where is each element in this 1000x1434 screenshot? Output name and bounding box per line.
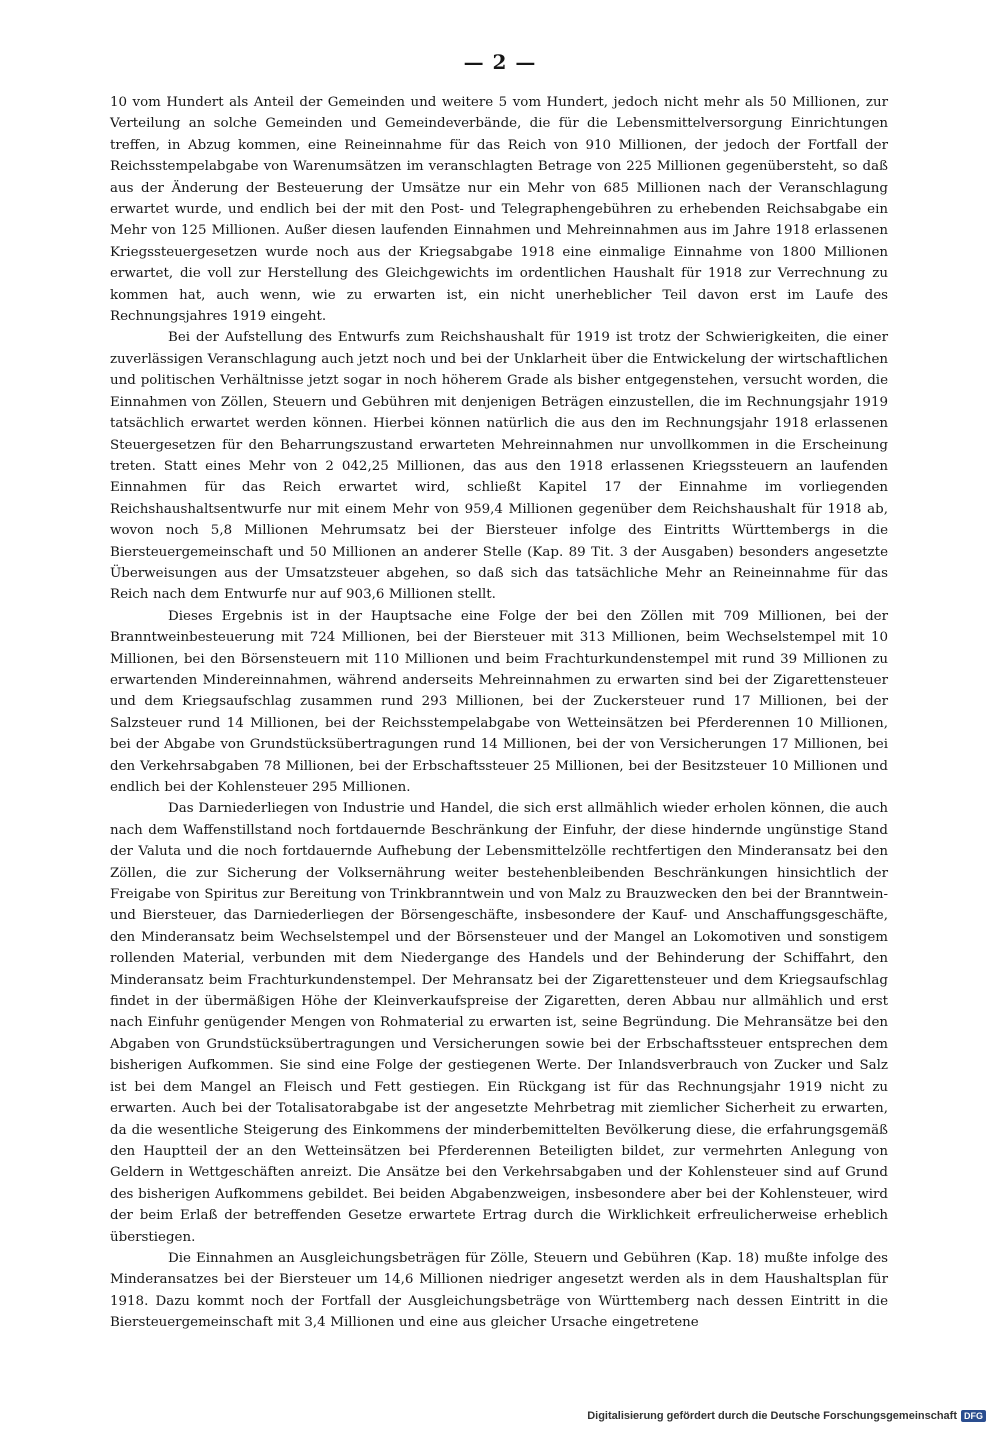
paragraph-5: Die Einnahmen an Ausgleichungsbeträgen für Zölle, Steuern und Gebühren (Kap. 18) mußte infolge des Minderansatzes bei der Biersteuer um 14,6 Millionen niedriger angesetzt werden als in dem Haushaltsplan für 1918. Dazu kommt noch der Fortfall der Ausgleichungsbeträge von Württemberg nach dessen Eintritt in die Biersteuergemeinschaft mit 3,4 Millionen und eine aus gleicher Ursache eingetretene — [110, 1250, 888, 1331]
paragraph-3: Dieses Ergebnis ist in der Hauptsache eine Folge der bei den Zöllen mit 709 Millionen, bei der Branntweinbesteuerung mit 724 Millionen, bei der Biersteuer mit 313 Millionen, beim Wechselstempel mit 10 Millionen, bei den Börsensteuern mit 110 Millionen und beim Frachturkundenstempel mit rund 39 Millionen zu erwartenden Mindereinnahmen, während anderseits Mehreinnahmen zu erwarten sind bei der Zigarettensteuer und dem Kriegsaufschlag zusammen rund 293 Millionen, bei der Zuckersteuer rund 17 Millionen, bei der Salzsteuer rund 14 Millionen, bei der Reichsstempelabgabe von Wetteinsätzen bei Pferderennen 10 Millionen, bei der Abgabe von Grundstücksübertragungen rund 14 Millionen, bei der von Versicherungen 17 Millionen, bei den Verkehrsabgaben 78 Millionen, bei der Erbschaftssteuer 25 Millionen, bei der Besitzsteuer 10 Millionen und endlich bei der Kohlensteuer 295 Millionen. — [110, 608, 888, 795]
document-body — [110, 92, 888, 1334]
page-number: — 2 — — [463, 50, 537, 74]
paragraph-2: Bei der Aufstellung des Entwurfs zum Reichshaushalt für 1919 ist trotz der Schwierigkeiten, die einer zuverlässigen Veranschlagung auch jetzt noch und bei der Unklarheit über die Entwickelung der wirtschaftlichen und politischen Verhältnisse jetzt sogar in noch höherem Grade als bisher entgegenstehen, versucht worden, die Einnahmen von Zöllen, Steuern und Gebühren mit denjenigen Beträgen einzustellen, die im Rechnungsjahr 1919 tatsächlich erwartet werden können. Hierbei können natürlich die aus den im Rechnungsjahr 1918 erlassenen Steuergesetzen für den Beharrungszustand erwarteten Mehreinnahmen nur unvollkommen in die Erscheinung treten. Statt eines Mehr von 2 042,25 Millionen, das aus den 1918 erlassenen Kriegssteuern an laufenden Einnahmen für das Reich erwartet wird, schließt Kapitel 17 der Einnahme im vorliegenden Reichshaushaltsentwurfe nur mit einem Mehr von 959,4 Millionen gegenüber dem Reichshaushalt für 1918 ab, wovon noch 5,8 Millionen Mehrumsatz bei der Biersteuer infolge des Eintritts Württembergs in die Biersteuergemeinschaft und 50 Millionen an anderer Stelle (Kap. 89 Tit. 3 der Ausgaben) besonders angesetzte Überweisungen aus der Umsatzsteuer abgehen, so daß sich das tatsächliche Mehr an Reineinnahme für das Reich nach dem Entwurfe nur auf 903,6 Millionen stellt. — [110, 330, 888, 603]
paragraph-4: Das Darniederliegen von Industrie und Handel, die sich erst allmählich wieder erholen können, die auch nach dem Waffenstillstand noch fortdauernde Beschränkung der Einfuhr, der diese hindernde ungünstige Stand der Valuta und die noch fortdauernde Aufhebung der Lebensmittelzölle rechtfertigen den Minderansatz bei den Zöllen, die zur Sicherung der Volksernährung weiter bestehenbleibenden Beschränkungen hinsichtlich der Freigabe von Spiritus zur Bereitung von Trinkbranntwein und von Malz zu Brauzwecken den bei der Branntwein- und Biersteuer, das Darniederliegen der Börsengeschäfte, insbesondere der Kauf- und Anschaffungsgeschäfte, den Minderansatz beim Wechselstempel und der Börsensteuer und der Mangel an Lokomotiven und sonstigem rollenden Material, verbunden mit dem Niedergange des Handels und der Behinderung der Schiffahrt, den Minderansatz beim Frachturkundenstempel. Der Mehransatz bei der Zigarettensteuer und dem Kriegsaufschlag findet in der übermäßigen Höhe der Kleinverkaufspreise der Zigaretten, deren Abbau nur allmählich und erst nach Einfuhr genügender Mengen von Rohmaterial zu erwarten ist, seine Begründung. Die Mehransätze bei den Abgaben von Grundstücksübertragungen und Versicherungen sowie bei der Erbschaftssteuer entsprechen dem bisherigen Aufkommen. Sie sind eine Folge der gestiegenen Werte. Der Inlandsverbrauch von Zucker und Salz ist bei dem Mangel an Fleisch und Fett gestiegen. Ein Rückgang ist für das Rechnungsjahr 1919 nicht zu erwarten. Auch bei der Totalisatorabgabe ist der angesetzte Mehrbetrag mit ziemlicher Sicherheit zu erwarten, da die wesentliche Steigerung des Einkommens der minderbemittelten Bevölkerung diese, die erfahrungsgemäß den Hauptteil der an den Wetteinsätzen bei Pferderennen Beteiligten bildet, zur vermehrten Anlegung von Geldern in Wettgeschäften anreizt. Die Ansätze bei den Verkehrsabgaben und der Kohlensteuer sind auf Grund des bisherigen Aufkommens gebildet. Bei beiden Abgabenzweigen, insbesondere aber bei der Kohlensteuer, wird der beim Erlaß der betreffenden Gesetze erwartete Ertrag durch die Wirklichkeit erfreulicherweise erheblich überstiegen. — [110, 801, 888, 1245]
dfg-logo: DFG — [961, 1410, 986, 1422]
footer-text: Digitalisierung gefördert durch die Deutsche Forschungsgemeinschaft — [587, 1410, 957, 1422]
paragraph-1: 10 vom Hundert als Anteil der Gemeinden und weitere 5 vom Hundert, jedoch nicht mehr als 50 Millionen, zur Verteilung an solche Gemeinden und Gemeindeverbände, die für die Lebensmittelversorgung Einrichtungen treffen, in Abzug kommen, eine Reineinnahme für das Reich von 910 Millionen, der jedoch der Fortfall der Reichsstempelabgabe von Warenumsätzen im veranschlagten Betrage von 225 Millionen gegenübersteht, so daß aus der Änderung der Besteuerung der Umsätze nur ein Mehr von 685 Millionen nach der Veranschlagung erwartet wurde, und endlich bei der mit den Post- und Telegraphengebühren zu erhebenden Reichsabgabe ein Mehr von 125 Millionen. Außer diesen laufenden Einnahmen und Mehreinnahmen aus im Jahre 1918 erlassenen Kriegssteuergesetzen wurde noch aus der Kriegsabgabe 1918 eine einmalige Einnahme von 1800 Millionen erwartet, die voll zur Herstellung des Gleichgewichts im ordentlichen Haushalt für 1918 zur Verrechnung zu kommen hat, auch wenn, wie zu erwarten ist, ein nicht unerheblicher Teil davon erst im Laufe des Rechnungsjahres 1919 eingeht. — [110, 95, 888, 325]
funding-footer — [587, 1410, 986, 1422]
